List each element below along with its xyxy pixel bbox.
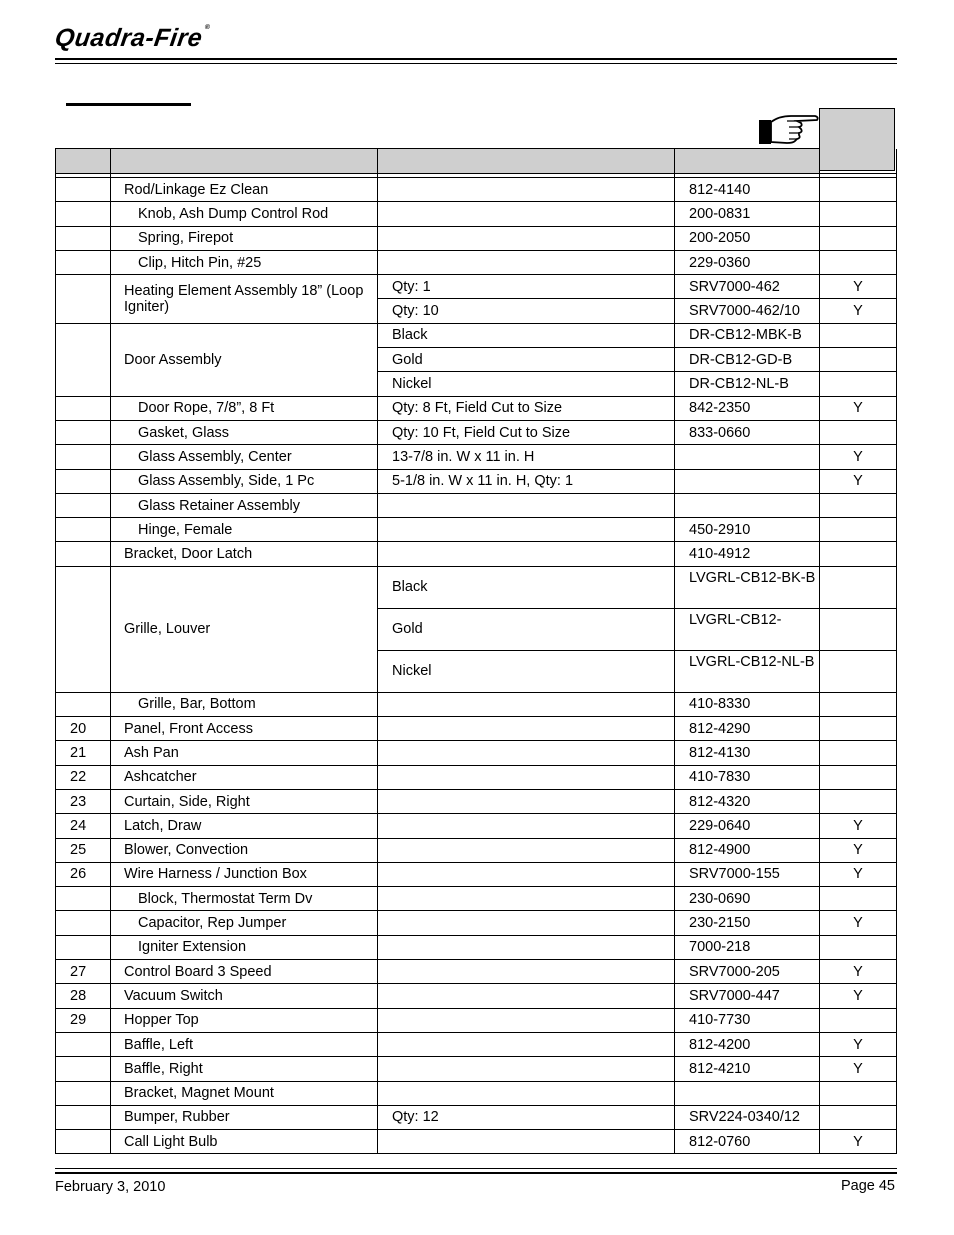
cell-description: Panel, Front Access (111, 717, 378, 741)
cell-stock (820, 566, 897, 608)
cell-stock (820, 935, 897, 959)
table-row (56, 935, 897, 959)
brand-logo: Quadra-Fire® (53, 24, 211, 52)
header-number (56, 149, 111, 174)
cell-description: Door Rope, 7/8”, 8 Ft (111, 396, 378, 420)
cell-stock (820, 608, 897, 650)
cell-number (56, 887, 111, 911)
table-row (56, 566, 897, 608)
cell-description: Bracket, Magnet Mount (111, 1081, 378, 1105)
cell-part-number: 229-0640 (675, 814, 820, 838)
cell-description: Bumper, Rubber (111, 1105, 378, 1129)
cell-part-number: 812-4900 (675, 838, 820, 862)
table-row (56, 493, 897, 517)
cell-stock (820, 202, 897, 226)
cell-stock: Y (820, 469, 897, 493)
cell-number: 24 (56, 814, 111, 838)
table-row (56, 741, 897, 765)
cell-part-number: 230-2150 (675, 911, 820, 935)
cell-description: Knob, Ash Dump Control Rod (111, 202, 378, 226)
header-comments (378, 149, 675, 174)
cell-stock: Y (820, 862, 897, 886)
cell-description: Glass Assembly, Side, 1 Pc (111, 469, 378, 493)
cell-part-number: 229-0360 (675, 250, 820, 274)
cell-part-number: SRV7000-205 (675, 960, 820, 984)
cell-comments (378, 741, 675, 765)
cell-stock: Y (820, 396, 897, 420)
cell-part-number (675, 445, 820, 469)
cell-stock: Y (820, 911, 897, 935)
cell-description: Bracket, Door Latch (111, 542, 378, 566)
footer-page-number: Page 45 (840, 1178, 895, 1194)
cell-number: 25 (56, 838, 111, 862)
cell-number (56, 1032, 111, 1056)
cell-stock (820, 372, 897, 396)
cell-number (56, 323, 111, 396)
cell-part-number: 842-2350 (675, 396, 820, 420)
cell-stock (820, 789, 897, 813)
table-header-row (56, 149, 897, 174)
cell-number: 20 (56, 717, 111, 741)
table-row (56, 1008, 897, 1032)
cell-description: Wire Harness / Junction Box (111, 862, 378, 886)
cell-number (56, 542, 111, 566)
cell-comments (378, 692, 675, 716)
cell-description: Igniter Extension (111, 935, 378, 959)
cell-number (56, 275, 111, 324)
cell-stock: Y (820, 1032, 897, 1056)
cell-description: Ashcatcher (111, 765, 378, 789)
cell-part-number: 450-2910 (675, 518, 820, 542)
cell-stock (820, 226, 897, 250)
pointing-hand-icon (757, 110, 819, 146)
cell-part-number: SRV7000-155 (675, 862, 820, 886)
cell-part-number: 833-0660 (675, 420, 820, 444)
cell-number (56, 420, 111, 444)
cell-description: Spring, Firepot (111, 226, 378, 250)
cell-part-number: LVGRL-CB12-NL-B (675, 650, 820, 692)
cell-part-number (675, 469, 820, 493)
cell-stock: Y (820, 275, 897, 299)
cell-number (56, 250, 111, 274)
cell-number (56, 396, 111, 420)
table-row (56, 420, 897, 444)
table-row (56, 226, 897, 250)
cell-description: Heating Element Assembly 18” (Loop Igniter) (111, 275, 378, 324)
cell-part-number: SRV7000-462/10 (675, 299, 820, 323)
cell-comments (378, 1081, 675, 1105)
cell-comments (378, 935, 675, 959)
cell-number (56, 445, 111, 469)
cell-description: Clip, Hitch Pin, #25 (111, 250, 378, 274)
cell-comments (378, 1032, 675, 1056)
cell-number (56, 1130, 111, 1154)
cell-number (56, 226, 111, 250)
cell-comments (378, 1057, 675, 1081)
cell-description: Capacitor, Rep Jumper (111, 911, 378, 935)
table-row (56, 960, 897, 984)
cell-description: Latch, Draw (111, 814, 378, 838)
table-row (56, 323, 897, 347)
table-row (56, 1105, 897, 1129)
cell-number: 26 (56, 862, 111, 886)
cell-description: Blower, Convection (111, 838, 378, 862)
cell-comments (378, 717, 675, 741)
cell-comments (378, 226, 675, 250)
table-row (56, 692, 897, 716)
cell-description: Hinge, Female (111, 518, 378, 542)
cell-number (56, 469, 111, 493)
cell-description: Glass Retainer Assembly (111, 493, 378, 517)
header-description (111, 149, 378, 174)
cell-part-number (675, 493, 820, 517)
table-row (56, 445, 897, 469)
cell-comments (378, 493, 675, 517)
cell-number (56, 1105, 111, 1129)
header-rule-thin (55, 63, 897, 64)
footer-rule-thin (55, 1168, 897, 1169)
cell-comments: 5-1/8 in. W x 11 in. H, Qty: 1 (378, 469, 675, 493)
cell-number: 22 (56, 765, 111, 789)
cell-part-number: 812-4200 (675, 1032, 820, 1056)
cell-comments: Qty: 10 (378, 299, 675, 323)
cell-comments (378, 814, 675, 838)
table-row (56, 717, 897, 741)
cell-comments: Gold (378, 608, 675, 650)
cell-part-number: DR-CB12-NL-B (675, 372, 820, 396)
cell-stock (820, 765, 897, 789)
cell-number: 23 (56, 789, 111, 813)
table-row (56, 178, 897, 202)
cell-description: Ash Pan (111, 741, 378, 765)
footer-rule (55, 1172, 897, 1174)
footer-date: February 3, 2010 (55, 1179, 166, 1195)
cell-number: 28 (56, 984, 111, 1008)
cell-stock (820, 518, 897, 542)
section-title-underline (66, 103, 191, 106)
cell-description: Curtain, Side, Right (111, 789, 378, 813)
cell-part-number: 410-8330 (675, 692, 820, 716)
cell-stock: Y (820, 299, 897, 323)
cell-stock (820, 1008, 897, 1032)
cell-number (56, 518, 111, 542)
cell-number: 27 (56, 960, 111, 984)
cell-comments (378, 911, 675, 935)
cell-comments: Nickel (378, 650, 675, 692)
table-row (56, 202, 897, 226)
cell-stock: Y (820, 984, 897, 1008)
cell-stock (820, 1105, 897, 1129)
cell-comments (378, 250, 675, 274)
cell-part-number: SRV224-0340/12 (675, 1105, 820, 1129)
cell-comments (378, 984, 675, 1008)
cell-comments (378, 1008, 675, 1032)
cell-number (56, 692, 111, 716)
table-row (56, 542, 897, 566)
table-row (56, 911, 897, 935)
table-row (56, 1032, 897, 1056)
cell-number (56, 178, 111, 202)
cell-comments (378, 862, 675, 886)
cell-stock: Y (820, 445, 897, 469)
cell-comments (378, 887, 675, 911)
table-row (56, 518, 897, 542)
cell-description: Grille, Bar, Bottom (111, 692, 378, 716)
table-row (56, 469, 897, 493)
cell-stock: Y (820, 838, 897, 862)
cell-comments (378, 202, 675, 226)
cell-part-number: 410-7830 (675, 765, 820, 789)
table-row (56, 862, 897, 886)
cell-part-number: DR-CB12-MBK-B (675, 323, 820, 347)
table-row (56, 765, 897, 789)
cell-number (56, 202, 111, 226)
cell-number (56, 1081, 111, 1105)
cell-stock: Y (820, 1130, 897, 1154)
cell-description: Baffle, Left (111, 1032, 378, 1056)
cell-number: 29 (56, 1008, 111, 1032)
cell-part-number: LVGRL-CB12- (675, 608, 820, 650)
cell-stock: Y (820, 960, 897, 984)
cell-part-number: 812-4320 (675, 789, 820, 813)
cell-stock (820, 1081, 897, 1105)
cell-description: Call Light Bulb (111, 1130, 378, 1154)
cell-number (56, 1057, 111, 1081)
cell-stock (820, 650, 897, 692)
cell-stock (820, 420, 897, 444)
cell-stock (820, 178, 897, 202)
cell-comments: Qty: 12 (378, 1105, 675, 1129)
cell-comments: Black (378, 566, 675, 608)
cell-part-number: 812-0760 (675, 1130, 820, 1154)
cell-part-number: SRV7000-462 (675, 275, 820, 299)
header-stock (820, 149, 897, 174)
cell-description: Rod/Linkage Ez Clean (111, 178, 378, 202)
table-row (56, 1081, 897, 1105)
cell-stock (820, 493, 897, 517)
cell-stock (820, 692, 897, 716)
header-part-number (675, 149, 820, 174)
cell-number (56, 935, 111, 959)
header-rule (55, 58, 897, 60)
cell-stock: Y (820, 1057, 897, 1081)
table-row (56, 789, 897, 813)
cell-comments (378, 838, 675, 862)
cell-comments (378, 1130, 675, 1154)
cell-comments: Qty: 1 (378, 275, 675, 299)
cell-number (56, 493, 111, 517)
cell-part-number: SRV7000-447 (675, 984, 820, 1008)
cell-comments: Gold (378, 348, 675, 372)
cell-description: Gasket, Glass (111, 420, 378, 444)
cell-comments: Qty: 10 Ft, Field Cut to Size (378, 420, 675, 444)
cell-stock: Y (820, 814, 897, 838)
table-row (56, 887, 897, 911)
cell-part-number (675, 1081, 820, 1105)
cell-part-number: 200-0831 (675, 202, 820, 226)
table-row (56, 1130, 897, 1154)
cell-comments: Qty: 8 Ft, Field Cut to Size (378, 396, 675, 420)
cell-stock (820, 250, 897, 274)
cell-description: Grille, Louver (111, 566, 378, 692)
cell-comments (378, 178, 675, 202)
cell-comments: 13-7/8 in. W x 11 in. H (378, 445, 675, 469)
cell-number (56, 911, 111, 935)
table-row (56, 396, 897, 420)
cell-description: Control Board 3 Speed (111, 960, 378, 984)
cell-description: Baffle, Right (111, 1057, 378, 1081)
cell-part-number: 410-7730 (675, 1008, 820, 1032)
table-row (56, 250, 897, 274)
table-row (56, 838, 897, 862)
cell-comments (378, 518, 675, 542)
cell-description: Block, Thermostat Term Dv (111, 887, 378, 911)
cell-comments (378, 960, 675, 984)
cell-part-number: 200-2050 (675, 226, 820, 250)
cell-stock (820, 717, 897, 741)
cell-stock (820, 323, 897, 347)
parts-table (55, 148, 897, 1154)
cell-stock (820, 741, 897, 765)
cell-stock (820, 348, 897, 372)
cell-stock (820, 542, 897, 566)
cell-comments (378, 789, 675, 813)
cell-number: 21 (56, 741, 111, 765)
cell-part-number: 812-4140 (675, 178, 820, 202)
cell-comments: Black (378, 323, 675, 347)
cell-comments (378, 542, 675, 566)
cell-part-number: LVGRL-CB12-BK-B (675, 566, 820, 608)
table-row (56, 1057, 897, 1081)
cell-part-number: 812-4130 (675, 741, 820, 765)
table-row (56, 275, 897, 299)
cell-part-number: DR-CB12-GD-B (675, 348, 820, 372)
cell-description: Glass Assembly, Center (111, 445, 378, 469)
table-row (56, 984, 897, 1008)
cell-description: Vacuum Switch (111, 984, 378, 1008)
cell-description: Door Assembly (111, 323, 378, 396)
cell-part-number: 812-4210 (675, 1057, 820, 1081)
cell-part-number: 230-0690 (675, 887, 820, 911)
cell-comments: Nickel (378, 372, 675, 396)
cell-part-number: 7000-218 (675, 935, 820, 959)
table-row (56, 814, 897, 838)
cell-part-number: 410-4912 (675, 542, 820, 566)
cell-part-number: 812-4290 (675, 717, 820, 741)
cell-number (56, 566, 111, 692)
cell-stock (820, 887, 897, 911)
cell-description: Hopper Top (111, 1008, 378, 1032)
cell-comments (378, 765, 675, 789)
